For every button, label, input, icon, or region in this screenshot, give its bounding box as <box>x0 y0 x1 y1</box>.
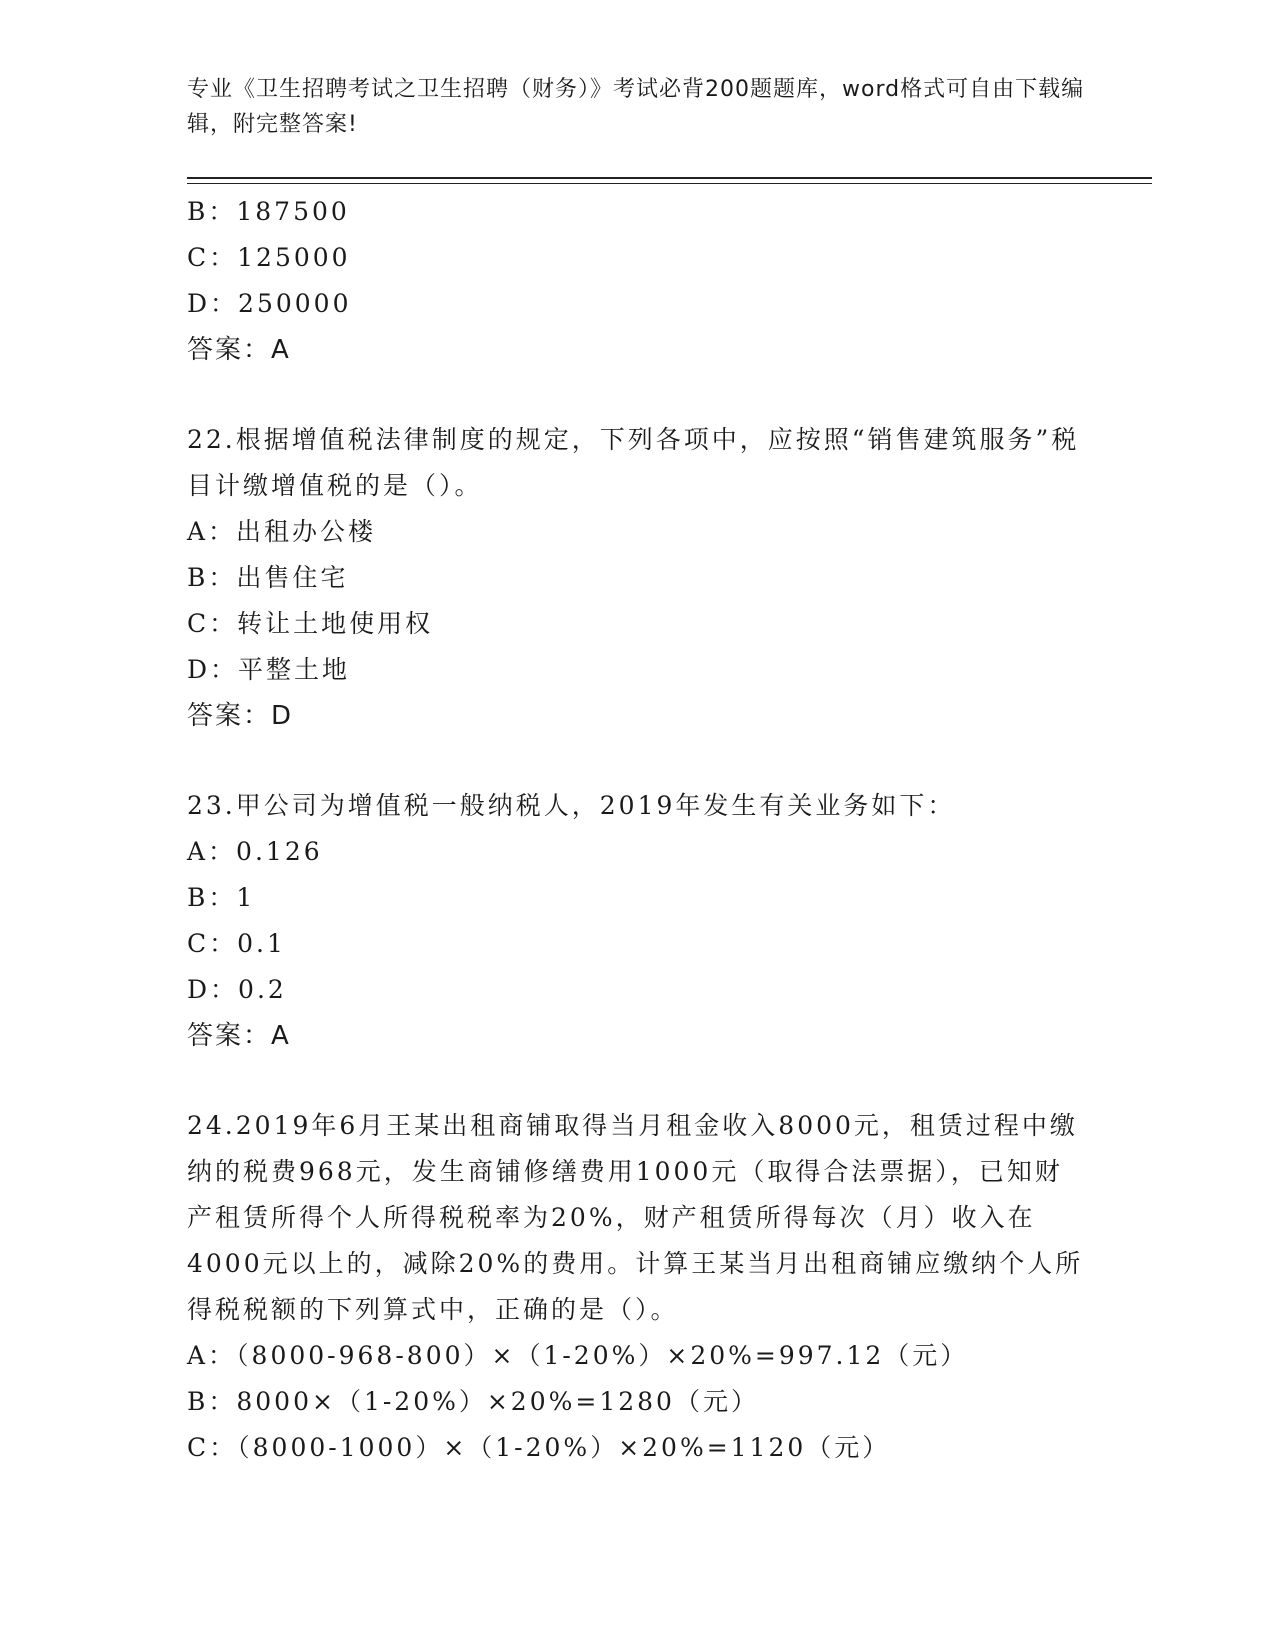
answer-line: 答案：D <box>187 701 294 731</box>
option-b: B：1 <box>187 883 256 912</box>
spacer <box>187 739 1087 783</box>
spacer <box>187 373 1087 417</box>
question-content <box>187 189 1087 1471</box>
header-divider-thin <box>187 183 1152 184</box>
header-divider-thick <box>187 177 1152 179</box>
option-d: D：250000 <box>187 289 352 318</box>
answer-line: 答案：A <box>187 335 291 365</box>
document-header: 专业《卫生招聘考试之卫生招聘（财务）》考试必背200题题库，word格式可自由下载编辑，附完整答案! <box>187 77 1085 137</box>
option-c: C：（8000-1000）×（1-20%）×20%=1120（元） <box>187 1433 891 1462</box>
option-c: C：0.1 <box>187 929 286 958</box>
question-23 <box>187 783 1087 1059</box>
question-24 <box>187 1103 1087 1471</box>
option-b: B：187500 <box>187 197 350 226</box>
spacer <box>187 1059 1087 1103</box>
question-stem: 22.根据增值税法律制度的规定，下列各项中，应按照“销售建筑服务”税目计缴增值税的是（）。 <box>187 425 1080 500</box>
option-a: A：（8000-968-800）×（1-20%）×20%=997.12（元） <box>187 1341 969 1370</box>
option-d: D：平整土地 <box>187 655 351 684</box>
question-21-tail <box>187 189 1087 373</box>
question-stem: 23.甲公司为增值税一般纳税人，2019年发生有关业务如下： <box>187 791 956 820</box>
option-d: D：0.2 <box>187 975 287 1004</box>
option-c: C：125000 <box>187 243 351 272</box>
option-c: C：转让土地使用权 <box>187 609 434 638</box>
option-b: B：8000×（1-20%）×20%=1280（元） <box>187 1387 759 1416</box>
option-b: B：出售住宅 <box>187 563 349 592</box>
question-stem: 24.2019年6月王某出租商铺取得当月租金收入8000元，租赁过程中缴纳的税费968元，发生商铺修缮费用1000元（取得合法票据），已知财产租赁所得个人所得税税率为20%，财产租赁所得每次（月）收入在4000元以上的，减除20%的费用。计算王某当月出租商铺应缴纳个人所得税税额的下列算式中，正确的是（）。 <box>187 1111 1084 1324</box>
answer-line: 答案：A <box>187 1021 291 1051</box>
question-22 <box>187 417 1087 739</box>
option-a: A：出租办公楼 <box>187 517 377 546</box>
option-a: A：0.126 <box>187 837 323 866</box>
